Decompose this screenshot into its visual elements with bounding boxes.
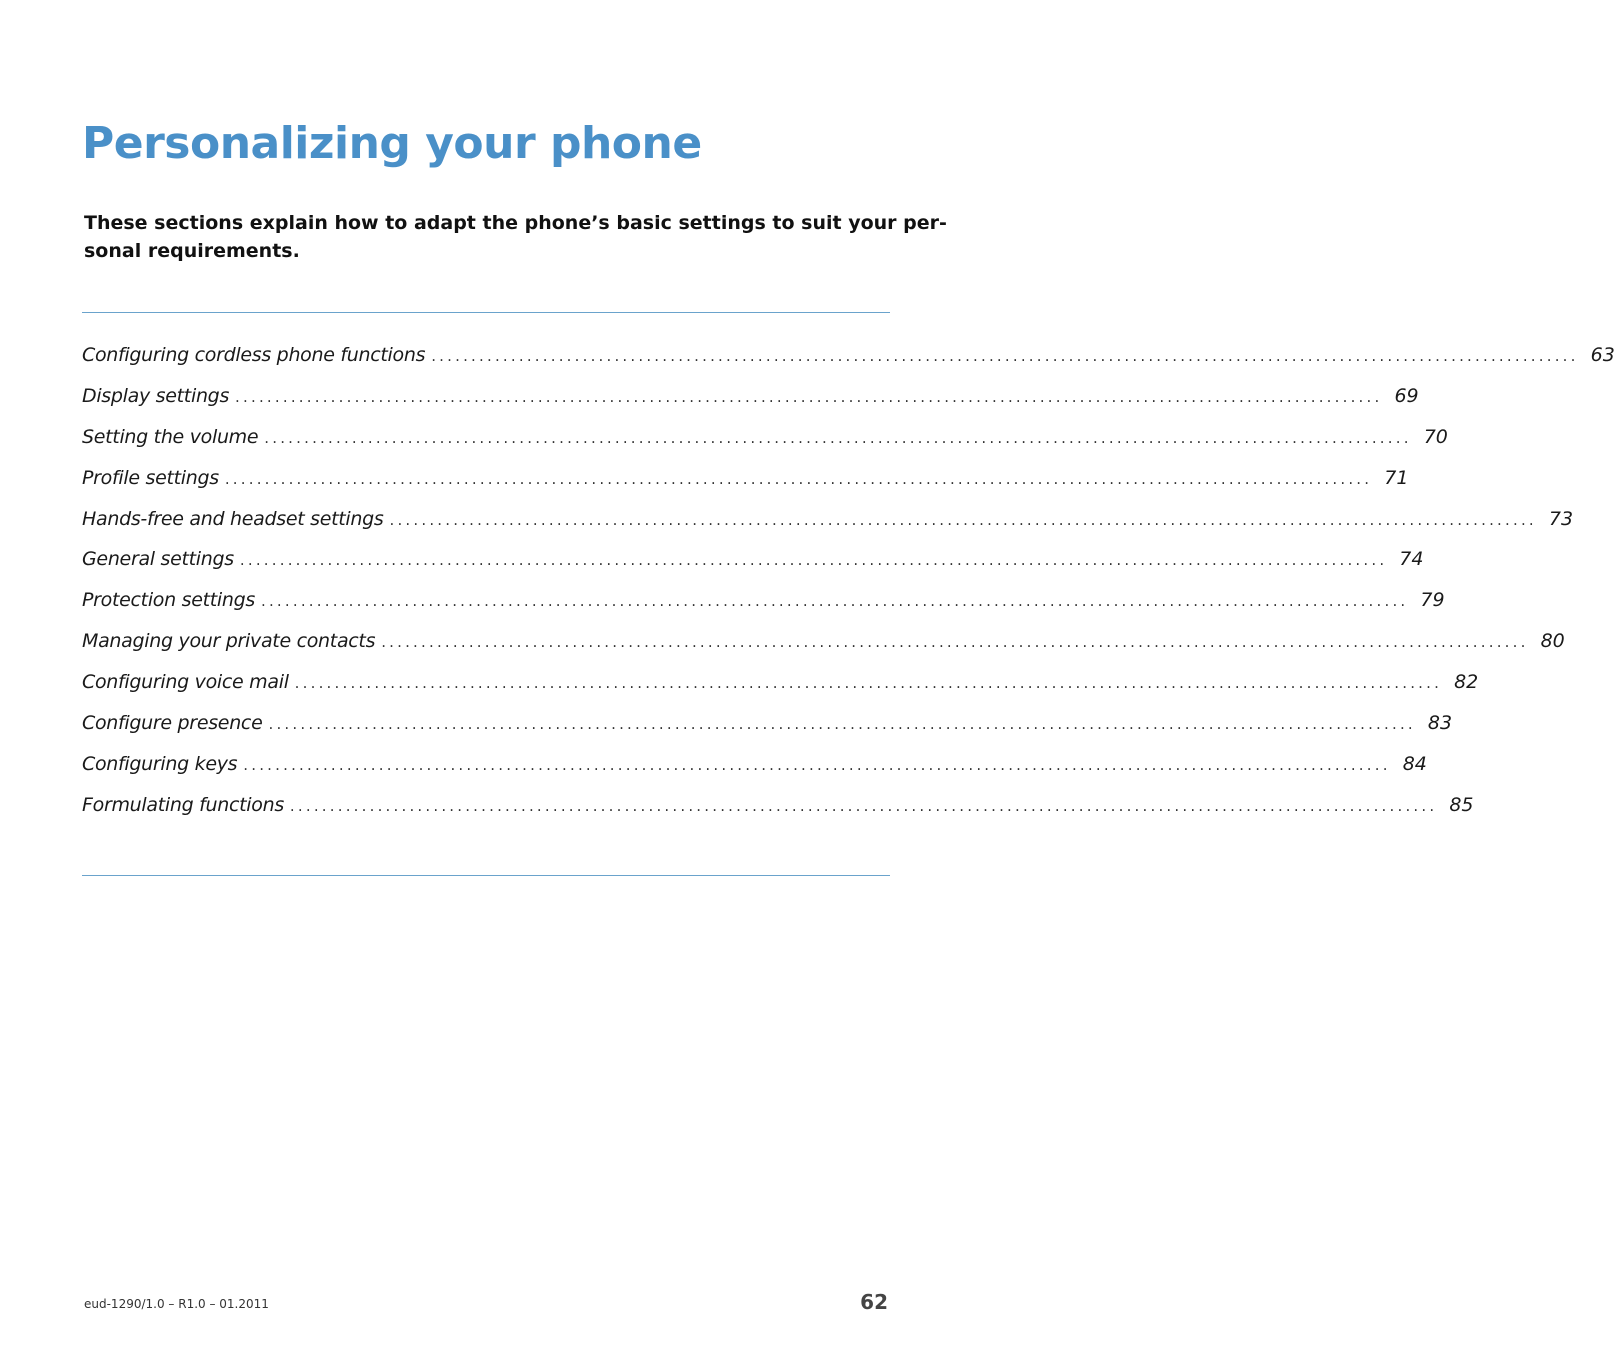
toc-item-label[interactable]: Configure presence [82, 712, 263, 735]
toc-item-private-contacts[interactable] [82, 630, 1565, 671]
toc-item-page[interactable]: 71 [1384, 466, 1409, 489]
toc-item-page[interactable]: 80 [1540, 630, 1565, 653]
toc-item-page[interactable]: 73 [1548, 507, 1574, 530]
toc-item-label[interactable]: Setting the volume [82, 425, 259, 448]
toc-item-page[interactable]: 70 [1423, 425, 1448, 448]
intro-line-1: These sections explain how to adapt the phone’s basic settings to suit your per- [84, 212, 947, 234]
toc-item-label[interactable]: Configuring voice mail [82, 671, 289, 694]
page-title: Personalizing your phone [82, 118, 702, 169]
document-code: eud-1290/1.0 – R1.0 – 01.2011 [84, 1297, 269, 1311]
toc-item-page[interactable]: 63 [1590, 344, 1615, 366]
toc-item-label[interactable]: Hands-free and headset settings [82, 507, 384, 530]
intro-paragraph [84, 209, 947, 265]
toc-dot-leader: ................................................................................................................................................ [381, 633, 1529, 652]
toc-dot-leader: ................................................................................................................................................ [235, 387, 1383, 406]
toc-item-label[interactable]: Display settings [82, 384, 230, 407]
toc-item-display-settings[interactable] [82, 384, 1419, 426]
page-number: 62 [860, 1290, 888, 1314]
toc-dot-leader: ................................................................................................................................................ [431, 347, 1579, 365]
toc-dot-leader: ................................................................................................................................................ [224, 469, 1373, 488]
toc-item-label[interactable]: Profile settings [82, 466, 219, 489]
toc-item-general-settings[interactable] [82, 548, 1424, 589]
toc-item-page[interactable]: 82 [1454, 671, 1479, 694]
toc-dot-leader: ................................................................................................................................................ [260, 592, 1409, 611]
top-divider [82, 312, 890, 313]
toc-item-handsfree-headset[interactable] [82, 507, 1574, 549]
toc-item-functions[interactable] [82, 793, 1474, 835]
toc-item-protection-settings[interactable] [82, 589, 1445, 630]
toc-item-voice-mail[interactable] [82, 671, 1479, 712]
toc-item-label[interactable]: Formulating functions [82, 793, 284, 816]
toc-dot-leader: ................................................................................................................................................ [389, 510, 1537, 529]
toc-item-page[interactable]: 85 [1449, 793, 1474, 816]
toc-item-label[interactable]: Configuring cordless phone functions [82, 344, 426, 366]
toc-item-label[interactable]: Managing your private contacts [82, 630, 376, 653]
toc-dot-leader: ................................................................................................................................................ [294, 674, 1443, 693]
toc-item-label[interactable]: Protection settings [82, 589, 255, 612]
toc-dot-leader: ................................................................................................................................................ [243, 755, 1391, 774]
intro-line-2: sonal requirements. [84, 240, 300, 262]
toc-item-page[interactable]: 84 [1402, 752, 1427, 775]
toc-item-cordless-functions[interactable] [82, 344, 1615, 385]
toc-item-page[interactable]: 74 [1399, 548, 1424, 571]
toc-item-label[interactable]: Configuring keys [82, 752, 238, 775]
table-of-contents [82, 344, 1615, 835]
toc-dot-leader: ................................................................................................................................................ [239, 551, 1388, 570]
bottom-divider [82, 875, 890, 876]
toc-item-page[interactable]: 79 [1420, 589, 1445, 612]
toc-item-volume[interactable] [82, 425, 1448, 467]
toc-item-label[interactable]: General settings [82, 548, 234, 571]
toc-dot-leader: ................................................................................................................................................ [289, 796, 1438, 815]
toc-item-keys[interactable] [82, 752, 1427, 794]
toc-item-profile-settings[interactable] [82, 466, 1409, 508]
toc-item-page[interactable]: 69 [1394, 384, 1419, 407]
toc-item-presence[interactable] [82, 712, 1453, 753]
toc-dot-leader: ................................................................................................................................................ [268, 715, 1416, 734]
toc-dot-leader: ................................................................................................................................................ [264, 428, 1412, 447]
toc-item-page[interactable]: 83 [1427, 712, 1453, 735]
